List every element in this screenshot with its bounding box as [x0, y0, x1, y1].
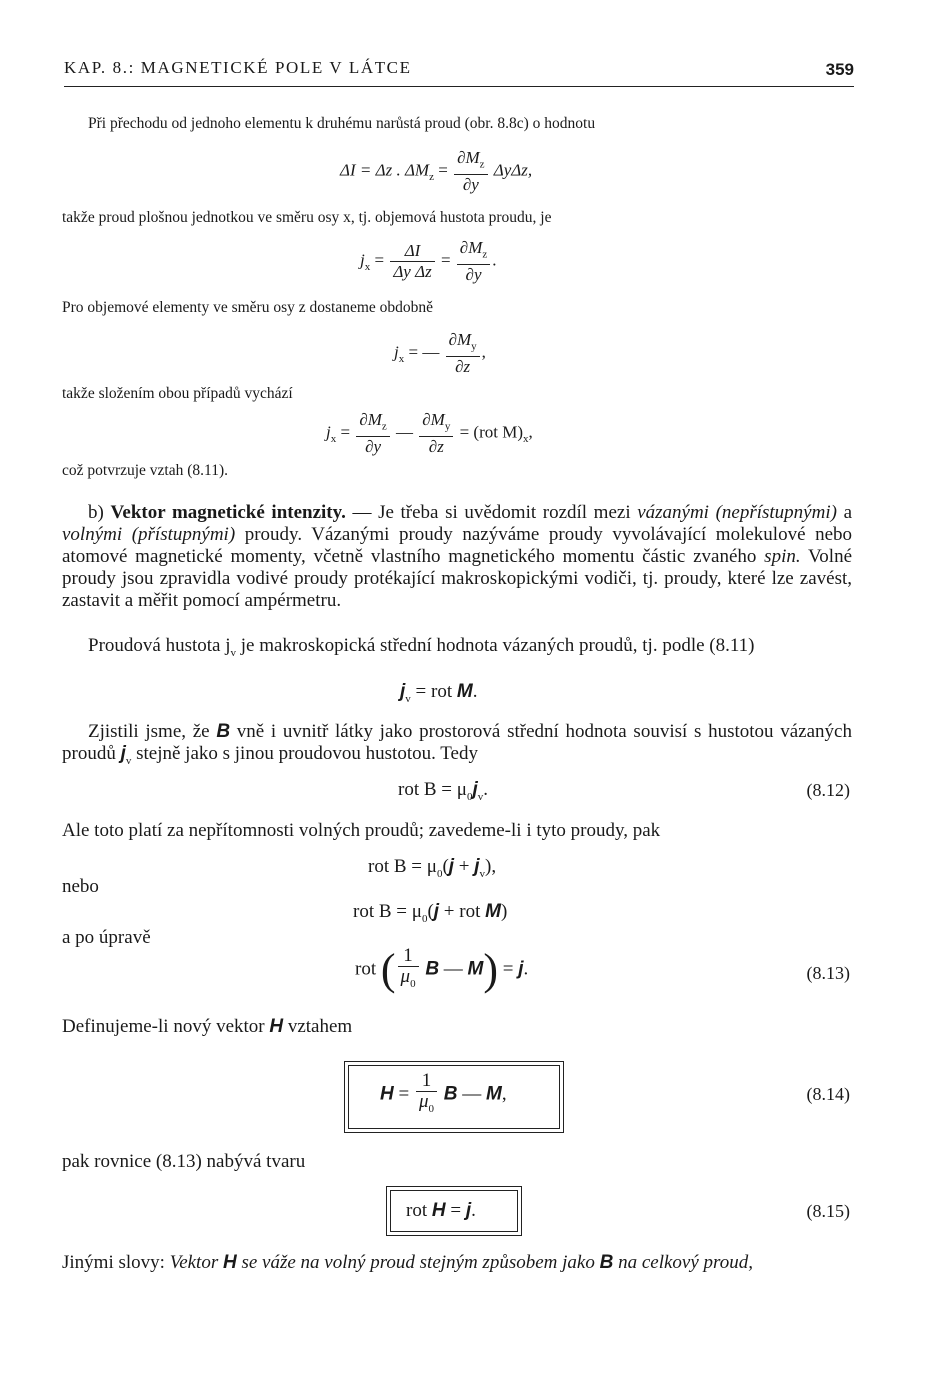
equation-number-8-13: (8.13) [806, 963, 850, 983]
header-rule [64, 86, 854, 87]
equation-number-8-12: (8.12) [806, 780, 850, 800]
equation-8-15: rot H = j. [406, 1200, 476, 1221]
equation-8-12: rot $B = \mu_0j_v$. [398, 779, 488, 803]
running-header [64, 58, 854, 82]
equation-rot-b-2: rot $B = \mu_0(j$ + rot M) [353, 901, 508, 925]
section-heading: Vektor magnetické intenzity. [110, 502, 346, 523]
page-number: 359 [825, 60, 854, 79]
paragraph-12: Definujeme-li nový vektor H vztahem [62, 1016, 353, 1037]
paragraph-11: a po úpravě [62, 927, 151, 948]
chapter-title: KAP. 8.: MAGNETICKÉ POLE V LÁTCE [64, 58, 412, 77]
equation-delta-i: ΔI = Δz . $\Delta M_z$ = $\frac{\partial M_z}{\partial y}$ ΔyΔz, [340, 148, 533, 195]
paragraph-8: Zjistili jsme, že B vně i uvnitř látky jako prostorová střední hodnota souvisí s hustotou vázaných proudů $j_v$ stejně jako s jinou proudovou hustotou. Tedy [62, 721, 852, 767]
equation-8-13: rot ( $\frac{1}{\mu_0}$ B — M) = j. [355, 944, 529, 994]
equation-jx-2: $j_x$ = — $\frac{\partial M_y}{\partial z}$ , [394, 330, 486, 377]
paragraph-4: takže složením obou případů vychází [62, 385, 293, 402]
paragraph-13: pak rovnice (8.13) nabývá tvaru [62, 1151, 306, 1172]
paragraph-14: Jinými slovy: Vektor H se váže na volný proud stejným způsobem jako B na celkový proud, [62, 1252, 753, 1273]
equation-rot-b-1: rot $B = \mu_0(j + j_v)$, [368, 856, 497, 880]
paragraph-9: Ale toto platí za nepřítomnosti volných proudů; zavedeme-li i tyto proudy, pak [62, 820, 661, 841]
paragraph-7: Proudová hustota $j_v$ je makroskopická střední hodnota vázaných proudů, tj. podle (8.11) [88, 635, 755, 659]
equation-jv: $j_v$ = rot M. [400, 681, 478, 705]
equation-number-8-14: (8.14) [806, 1084, 850, 1104]
equation-number-8-15: (8.15) [806, 1201, 850, 1221]
paragraph-1: Při přechodu od jednoho elementu k druhému narůstá proud (obr. 8.8c) o hodnotu [88, 115, 596, 132]
section-b-paragraph: b) Vektor magnetické intenzity. — Je třeba si uvědomit rozdíl mezi vázanými (nepřístupnými) a volnými (přístupnými) proudy. Vázanými proudy nazýváme proudy vyvolávající molekulové nebo atomové magnetické momenty, včetně vlastního magnetického momentu částic zvaného spin. Volné proudy jsou zpravidla vodivé proudy protékající makroskopickými vodiči, tj. proudy, které lze zavést, zastavit a měřit pomocí ampérmetru. [62, 502, 853, 611]
equation-8-14: H = $\frac{1}{\mu_0}$ B — M, [380, 1070, 507, 1115]
paragraph-3: Pro objemové elementy ve směru osy z dostaneme obdobně [62, 299, 434, 316]
paragraph-5: což potvrzuje vztah (8.11). [62, 462, 228, 479]
paragraph-10: nebo [62, 876, 99, 897]
equation-jx-1: $j_x$ = $\frac{\Delta I}{\text{Δy Δz}}$ = $\frac{\partial M_z}{\partial y}$ . [360, 238, 497, 285]
equation-jx-rot: $j_x$ = $\frac{\partial M_z}{\partial y}$ — $\frac{\partial M_y}{\partial z}$ = (rot $M)_x$, [326, 410, 533, 457]
paragraph-2: takže proud plošnou jednotkou ve směru osy x, tj. objemová hustota proudu, je [62, 209, 552, 226]
